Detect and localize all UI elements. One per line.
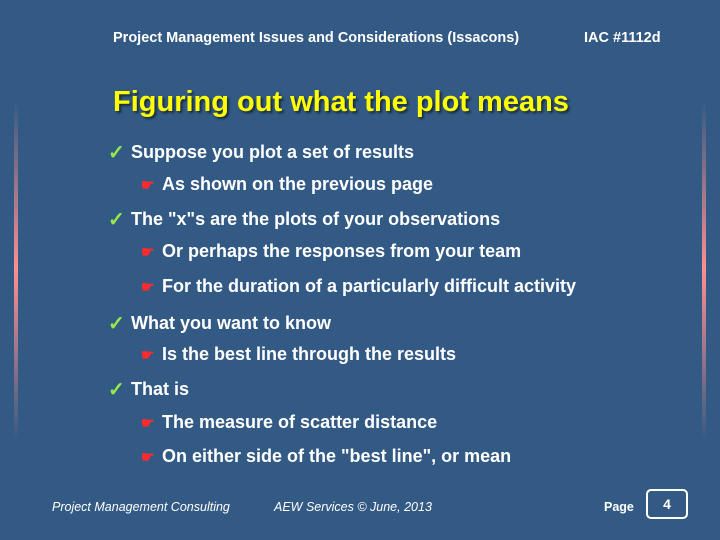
- bullet-item: [141, 344, 456, 365]
- checkmark-icon: ✓: [108, 142, 125, 164]
- bullet-text: Is the best line through the results: [162, 344, 457, 364]
- bullet-item: [108, 311, 331, 336]
- bullet-item: [141, 276, 576, 297]
- header-title: Project Management Issues and Considerations (Issacons): [113, 30, 520, 46]
- left-accent-bar: [14, 100, 18, 440]
- bullet-text: The measure of scatter distance: [162, 412, 438, 432]
- bullet-text: Or perhaps the responses from your team: [162, 241, 522, 261]
- slide-title: Figuring out what the plot means: [113, 86, 569, 118]
- pointing-hand-icon: ☛: [141, 278, 155, 296]
- bullet-text: That is: [131, 379, 190, 399]
- bullet-text: As shown on the previous page: [162, 174, 434, 194]
- checkmark-icon: ✓: [108, 313, 125, 335]
- pointing-hand-icon: ☛: [141, 243, 155, 261]
- header-code: IAC #1112d: [584, 30, 661, 46]
- bullet-text: The "x"s are the plots of your observations: [131, 209, 501, 229]
- bullet-item: [108, 377, 189, 402]
- page-number-box: [646, 489, 688, 519]
- bullet-item: [141, 174, 433, 195]
- pointing-hand-icon: ☛: [141, 448, 155, 466]
- bullet-text: What you want to know: [131, 313, 331, 333]
- right-accent-bar: [702, 100, 706, 440]
- bullet-item: [141, 412, 437, 433]
- bullet-text: On either side of the "best line", or mean: [162, 446, 512, 466]
- page-number: 4: [663, 496, 671, 512]
- pointing-hand-icon: ☛: [141, 346, 155, 364]
- bullet-item: [141, 446, 511, 467]
- bullet-text: Suppose you plot a set of results: [131, 142, 415, 162]
- checkmark-icon: ✓: [108, 379, 125, 401]
- pointing-hand-icon: ☛: [141, 176, 155, 194]
- bullet-item: [108, 207, 500, 232]
- checkmark-icon: ✓: [108, 209, 125, 231]
- bullet-item: [141, 241, 521, 262]
- footer-page-label: Page: [604, 500, 634, 514]
- footer-company: Project Management Consulting: [52, 500, 230, 514]
- bullet-item: [108, 140, 414, 165]
- bullet-text: For the duration of a particularly difficult activity: [162, 276, 577, 296]
- footer-copyright: AEW Services © June, 2013: [274, 500, 432, 514]
- pointing-hand-icon: ☛: [141, 414, 155, 432]
